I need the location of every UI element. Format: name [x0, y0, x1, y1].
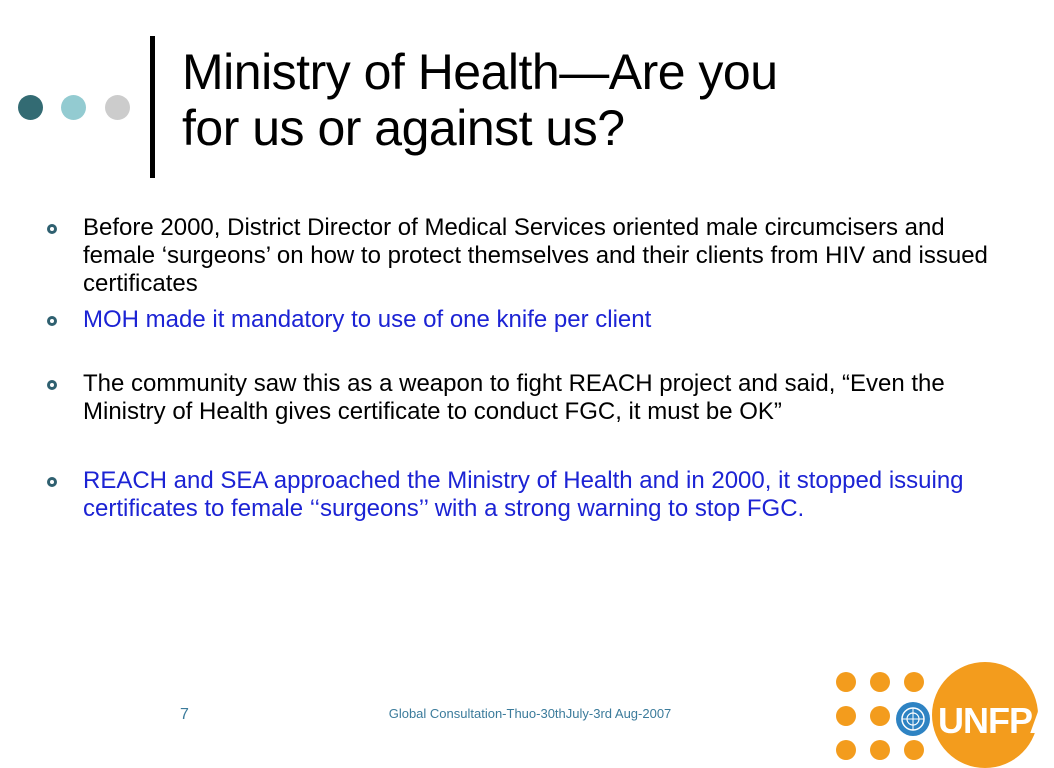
slide-title-line-2: for us or against us?: [182, 100, 625, 156]
logo-dot: [836, 740, 856, 760]
logo-dot: [904, 740, 924, 760]
bullet-text: The community saw this as a weapon to fight REACH project and said, “Even the Ministry of Health gives certificate to conduct FGC, it must be OK”: [83, 370, 945, 425]
logo-dot: [836, 672, 856, 692]
bullet-item: [40, 370, 1000, 426]
bullet-marker-icon: [47, 224, 57, 234]
logo-dot: [870, 706, 890, 726]
slide-number: 7: [180, 706, 189, 723]
bullet-item: [40, 214, 1000, 298]
bullet-item: [40, 467, 1000, 523]
logo-dot: [836, 706, 856, 726]
decorative-dot: [105, 95, 130, 120]
bullet-marker-icon: [47, 477, 57, 487]
bullet-marker-icon: [47, 380, 57, 390]
unfpa-logo: [830, 660, 1054, 768]
logo-dot: [870, 672, 890, 692]
decorative-dot: [18, 95, 43, 120]
footer-text: Global Consultation-Thuo-30thJuly-3rd Aug-2007: [388, 706, 672, 721]
bullet-text: Before 2000, District Director of Medical Services oriented male circumcisers and female ‘surgeons’ on how to protect themselves and their clients from HIV and issued certificates: [83, 214, 988, 297]
bullet-text: MOH made it mandatory to use of one knife per client: [83, 306, 652, 333]
decorative-dot: [61, 95, 86, 120]
unfpa-wordmark: UNFPA: [938, 700, 1054, 741]
slide-title: [182, 44, 1002, 156]
bullet-text: REACH and SEA approached the Ministry of Health and in 2000, it stopped issuing certificates to female ‘‘surgeons’’ with a strong warning to stop FGC.: [83, 467, 964, 522]
bullet-list: [40, 214, 1000, 523]
slide-title-line-1: Ministry of Health—Are you: [182, 44, 778, 100]
un-emblem-icon: [896, 702, 930, 736]
logo-dot: [870, 740, 890, 760]
logo-dot: [904, 672, 924, 692]
bullet-item: [40, 306, 1000, 334]
title-divider-bar: [150, 36, 155, 178]
bullet-marker-icon: [47, 316, 57, 326]
